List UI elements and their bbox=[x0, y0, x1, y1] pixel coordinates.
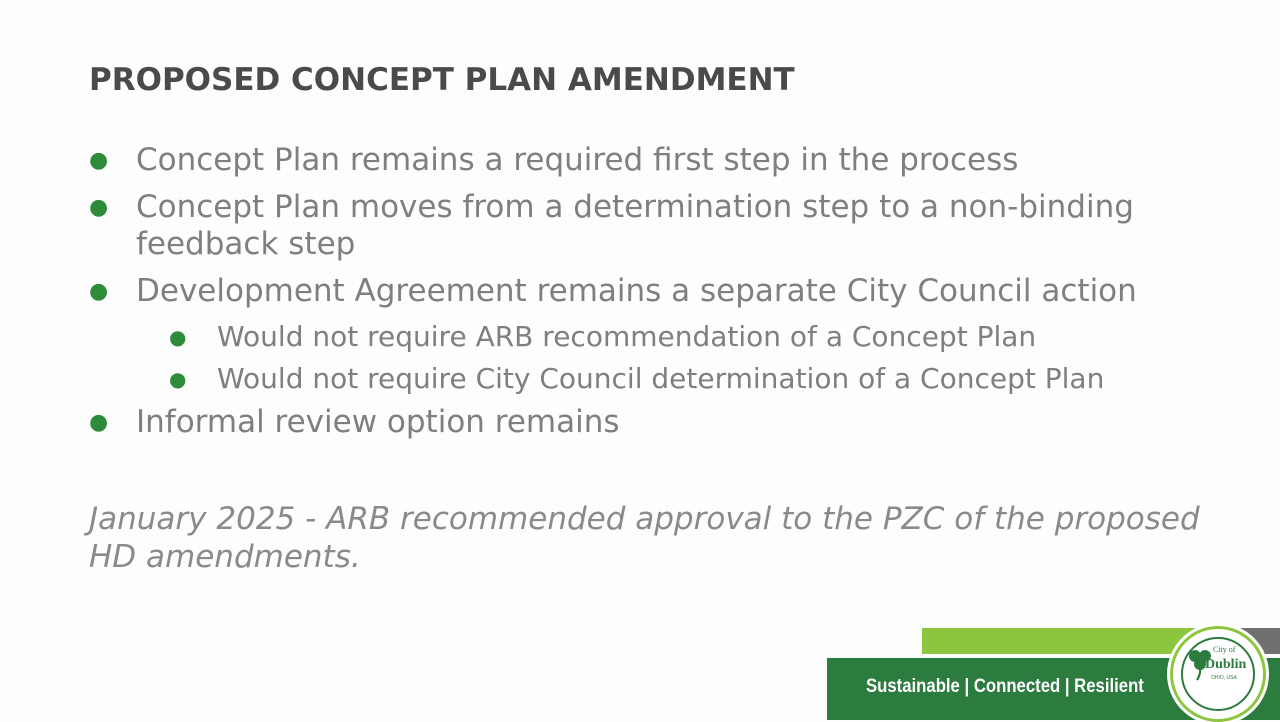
logo-name: Dublin bbox=[1205, 657, 1247, 672]
status-note: January 2025 - ARB recommended approval to the PZC of the proposed HD amendments. bbox=[89, 501, 1200, 575]
bullet-dot-icon: ● bbox=[89, 410, 109, 435]
bullet-dot-icon: ● bbox=[89, 279, 109, 304]
sub-bullet-item bbox=[89, 362, 1209, 396]
sub-bullet-dot-icon: ● bbox=[169, 367, 187, 391]
sub-bullet-text: Would not require City Council determination of a Concept Plan bbox=[217, 362, 1105, 395]
bullet-text: Concept Plan moves from a determination step to a non-binding feedback step bbox=[136, 189, 1134, 262]
bullet-item bbox=[89, 273, 1209, 310]
bullet-item bbox=[89, 189, 1209, 263]
logo-location: OHIO, USA bbox=[1211, 675, 1237, 681]
footer-tagline: Sustainable | Connected | Resilient bbox=[866, 676, 1144, 697]
sub-bullet-item bbox=[89, 320, 1209, 354]
logo-city-of: City of bbox=[1213, 645, 1236, 654]
bullet-dot-icon: ● bbox=[89, 195, 109, 220]
bullet-text: Concept Plan remains a required first step in the process bbox=[136, 142, 1019, 178]
bullet-list bbox=[89, 142, 1209, 451]
sub-bullet-dot-icon: ● bbox=[169, 325, 187, 349]
bullet-dot-icon: ● bbox=[89, 148, 109, 173]
footer-accent-bar bbox=[922, 628, 1202, 654]
bullet-item bbox=[89, 404, 1209, 441]
bullet-item bbox=[89, 142, 1209, 179]
city-logo bbox=[1170, 626, 1266, 722]
bullet-text: Development Agreement remains a separate City Council action bbox=[136, 273, 1137, 309]
bullet-text: Informal review option remains bbox=[136, 404, 620, 440]
slide-title: PROPOSED CONCEPT PLAN AMENDMENT bbox=[89, 62, 795, 98]
sub-bullet-text: Would not require ARB recommendation of a Concept Plan bbox=[217, 320, 1037, 353]
